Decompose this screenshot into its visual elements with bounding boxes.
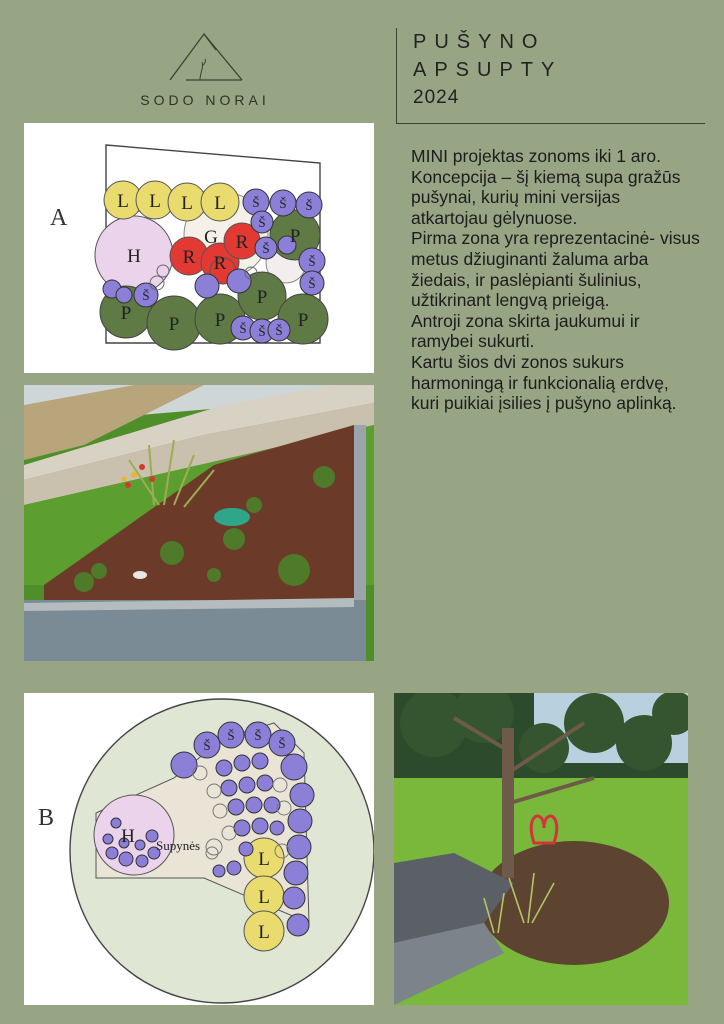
- title-line-1: PUŠYNO: [413, 31, 546, 53]
- svg-text:G: G: [204, 227, 218, 248]
- svg-text:L: L: [117, 191, 129, 212]
- svg-text:Š: Š: [275, 323, 283, 338]
- house-outline-icon: [160, 28, 250, 86]
- svg-text:L: L: [181, 193, 193, 214]
- svg-text:Š: Š: [258, 324, 266, 339]
- svg-text:Š: Š: [279, 196, 287, 211]
- brand-logo: [120, 28, 290, 114]
- svg-text:R: R: [213, 253, 227, 274]
- svg-text:Š: Š: [239, 321, 247, 336]
- svg-text:L: L: [149, 191, 161, 212]
- svg-text:H: H: [127, 246, 141, 267]
- swing-label: Supynės: [156, 838, 201, 853]
- svg-text:L: L: [214, 193, 226, 214]
- divider-vertical: [396, 28, 397, 124]
- photo-flowerbed-b: [394, 693, 688, 1005]
- divider-horizontal: [396, 123, 705, 124]
- brand-name: SODO NORAI: [140, 92, 270, 108]
- svg-text:P: P: [214, 310, 226, 331]
- svg-text:Š: Š: [278, 736, 286, 751]
- svg-text:Š: Š: [305, 198, 313, 213]
- photo-flowerbed-a: [24, 385, 374, 661]
- project-description: MINI projektas zonoms iki 1 aro. Koncepcija – šį kiemą supa gražūs pušynai, kurių mini versijas atkartojau gėlynuose. Pirma zona yra reprezentacinė- visus metus džiuginanti žaluma arba žiedais, ir paslėpianti šulinius, užtikrinant lengvą prieigą. Antroji zona skirta jaukumui ir ramybei sukurti. Kartu šios dvi zonos sukurs harmoningą ir funkcionalią erdvę, kuri puikiai įsilies į pušyno aplinką.: [411, 146, 700, 414]
- svg-text:P: P: [297, 310, 309, 331]
- svg-text:P: P: [289, 226, 301, 247]
- svg-text:Š: Š: [254, 728, 262, 743]
- svg-text:Š: Š: [308, 254, 316, 269]
- svg-text:L: L: [258, 922, 270, 943]
- title-year: 2024: [413, 87, 460, 108]
- plan-b-label: B: [38, 805, 55, 831]
- title-line-2: APSUPTY: [413, 59, 563, 81]
- page-title: [413, 28, 562, 112]
- svg-text:Š: Š: [308, 276, 316, 291]
- svg-text:Š: Š: [203, 738, 211, 753]
- svg-text:Š: Š: [262, 241, 270, 256]
- svg-text:P: P: [120, 303, 132, 324]
- svg-text:R: R: [235, 232, 249, 253]
- svg-text:L: L: [258, 849, 270, 870]
- svg-text:Š: Š: [258, 215, 266, 230]
- svg-text:R: R: [182, 247, 196, 268]
- plan-b-diagram: [24, 693, 374, 1005]
- svg-text:Š: Š: [142, 288, 150, 303]
- plan-a-label: A: [50, 205, 68, 231]
- svg-text:P: P: [168, 314, 180, 335]
- svg-text:Š: Š: [252, 195, 260, 210]
- svg-text:Š: Š: [227, 728, 235, 743]
- plan-a-diagram: [24, 123, 374, 373]
- svg-text:P: P: [256, 287, 268, 308]
- svg-text:H: H: [121, 826, 135, 847]
- svg-text:L: L: [258, 887, 270, 908]
